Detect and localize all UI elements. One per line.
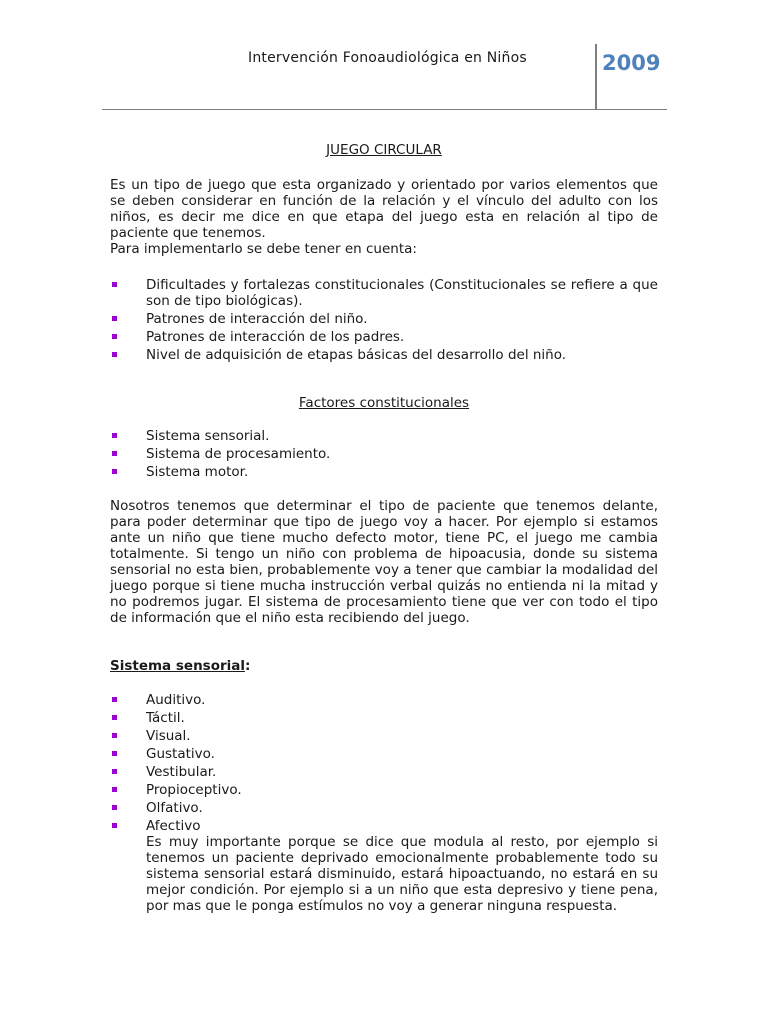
bullet-icon [112, 751, 117, 756]
bullet-icon [112, 282, 117, 287]
bullet-icon [112, 769, 117, 774]
header-rule [102, 109, 667, 110]
bullet-icon [112, 352, 117, 357]
list-item: Sistema motor. [110, 464, 658, 480]
section-title-colon: : [245, 658, 251, 674]
bullet-icon [112, 469, 117, 474]
afectivo-description: Es muy importante porque se dice que modula al resto, por ejemplo si tenemos un paciente deprivado emocionalmente probablemente todo su sistema sensorial estará disminuido, estará hipoactuando, no estará en su mejor condición. Por ejemplo si a un niño que esta depresivo y tiene pena, por mas que le ponga estímulos no voy a generar ninguna respuesta. [146, 834, 658, 914]
list-item: Olfativo. [110, 800, 658, 816]
bullet-icon [112, 715, 117, 720]
list-item: Patrones de interacción de los padres. [110, 329, 658, 345]
header-year: 2009 [602, 51, 661, 75]
bullet-icon [112, 451, 117, 456]
header-title: Intervención Fonoaudiológica en Niños [248, 50, 527, 66]
list-item: Táctil. [110, 710, 658, 726]
bullet-icon [112, 334, 117, 339]
paragraph-implementar: Para implementarlo se debe tener en cuenta: [110, 241, 417, 257]
section-title-juego-circular: JUEGO CIRCULAR [326, 142, 442, 158]
list-item: Gustativo. [110, 746, 658, 762]
document-body [110, 140, 658, 916]
bullet-icon [112, 823, 117, 828]
bullet-icon [112, 697, 117, 702]
section-title-sensorial-text: Sistema sensorial [110, 658, 246, 674]
list-consideraciones [110, 277, 658, 363]
list-factores [110, 428, 658, 480]
bullet-icon [112, 733, 117, 738]
list-item: Vestibular. [110, 764, 658, 780]
list-item: Auditivo. [110, 692, 658, 708]
list-item: Dificultades y fortalezas constitucionales (Constitucionales se refiere a que son de tipo biológicas). [110, 277, 658, 309]
header-divider [595, 44, 597, 109]
list-item: Nivel de adquisición de etapas básicas del desarrollo del niño. [110, 347, 658, 363]
bullet-icon [112, 316, 117, 321]
list-item: Sistema de procesamiento. [110, 446, 658, 462]
paragraph-juego-circular: Es un tipo de juego que esta organizado y orientado por varios elementos que se deben considerar en función de la relación y el vínculo del adulto con los niños, es decir me dice en que etapa del juego esta en relación al tipo de paciente que tenemos. [110, 177, 658, 241]
list-item: Visual. [110, 728, 658, 744]
list-item: Sistema sensorial. [110, 428, 658, 444]
bullet-icon [112, 433, 117, 438]
list-item: Patrones de interacción del niño. [110, 311, 658, 327]
list-item: Afectivo Es muy importante porque se dice que modula al resto, por ejemplo si tenemos un paciente deprivado emocionalmente probablemente todo su sistema sensorial estará disminuido, estará hipoactuando, no estará en su mejor condición. Por ejemplo si a un niño que esta depresivo y tiene pena, por mas que le ponga estímulos no voy a generar ninguna respuesta. [110, 818, 658, 914]
section-title-factores: Factores constitucionales [298, 395, 470, 411]
list-item: Propioceptivo. [110, 782, 658, 798]
section-title-sensorial [110, 658, 658, 674]
bullet-icon [112, 787, 117, 792]
list-sensorial [110, 692, 658, 914]
bullet-icon [112, 805, 117, 810]
paragraph-tipo-paciente: Nosotros tenemos que determinar el tipo de paciente que tenemos delante, para poder determinar que tipo de juego voy a hacer. Por ejemplo si estamos ante un niño que tiene mucho defecto motor, tiene PC, el juego me cambia totalmente. Si tengo un niño con problema de hipoacusia, donde su sistema sensorial no esta bien, probablemente voy a tener que cambiar la modalidad del juego porque si tiene mucha instrucción verbal quizás no entienda ni la mitad y no podremos jugar. El sistema de procesamiento tiene que ver con todo el tipo de información que el niño esta recibiendo del juego. [110, 498, 658, 626]
